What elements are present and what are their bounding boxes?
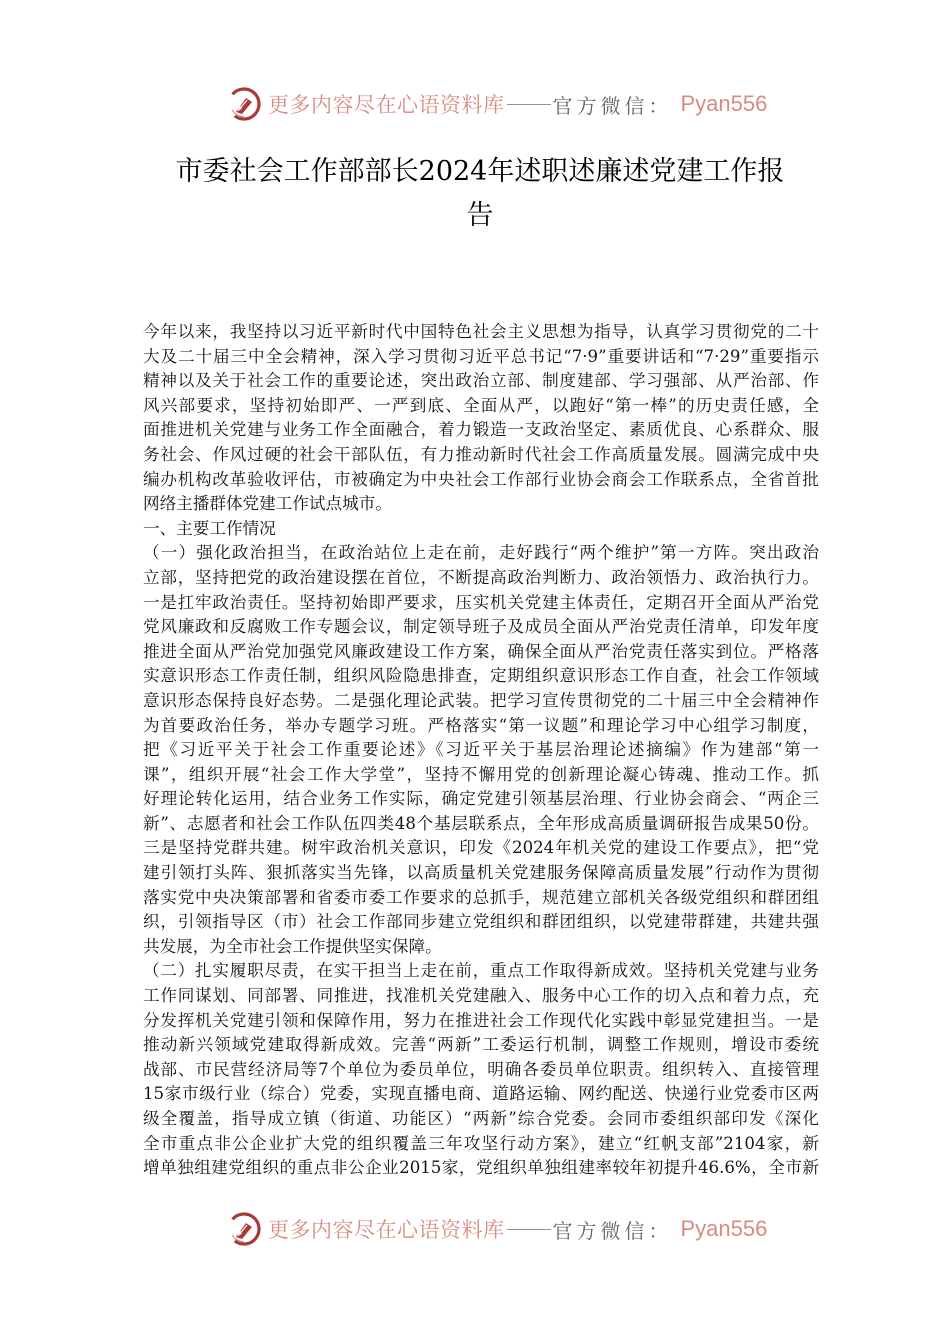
watermark-dash	[507, 1229, 551, 1230]
body-text-line: 推进全面从严治党加强党风廉政建设工作方案，确保全面从严治党责任落实到位。严格落	[143, 641, 819, 661]
body-text-line: 战部、市民营经济局等7个单位为委员单位，明确各委员单位职责。组织转入、直接管理	[143, 1059, 819, 1079]
body-text-line: 意识形态保持良好态势。二是强化理论武装。把学习宣传贯彻党的二十届三中全会精神作	[143, 690, 819, 710]
body-text-line: 大及二十届三中全会精神，深入学习贯彻习近平总书记“7·9”重要讲话和“7·29”重要指示	[143, 346, 819, 366]
body-text-line: 今年以来，我坚持以习近平新时代中国特色社会主义思想为指导，认真学习贯彻党的二十	[143, 322, 819, 341]
body-text-line: 工作同谋划、同部署、同推进，找准机关党建融入、服务中心工作的切入点和着力点，充	[143, 986, 819, 1006]
body-text-line: 推动新兴领域党建取得新成效。完善“两新”工委运行机制，调整工作规则，增设市委统	[143, 1035, 819, 1055]
body-text-line: 好理论转化运用，结合业务工作实际，确定党建引领基层治理、行业协会商会、“两企三	[143, 789, 819, 809]
body-text-line: 15家市级行业（综合）党委，实现直播电商、道路运输、网约配送、快递行业党委市区两	[143, 1084, 819, 1104]
watermark-official-label: 官方微信：	[552, 93, 673, 118]
body-text-line: 落实党中央决策部署和省委市委工作要求的总抓手，规范建立部机关各级党组织和群团组	[143, 887, 819, 907]
watermark-banner-bottom	[226, 1207, 767, 1251]
watermark-wechat-id: Pyan556	[680, 91, 768, 116]
body-text-line: 织，引领指导区（市）社会工作部同步建立党组织和群团组织，以党建带群建，共建共强	[143, 912, 819, 932]
watermark-banner-top	[226, 82, 767, 126]
body-text-line: 务社会、作风过硬的社会干部队伍，有力推动新时代社会工作高质量发展。圆满完成中央	[143, 444, 819, 464]
body-text-line: 增单独组建党组织的重点非公企业2015家，党组织单独组建率较年初提升46.6%，全市新	[143, 1158, 819, 1178]
body-text-line: 一、主要工作情况	[143, 518, 276, 538]
watermark-official-label: 官方微信：	[552, 1218, 673, 1243]
title-line: 告	[466, 200, 494, 231]
document-title	[140, 150, 820, 238]
body-text-line: 为首要政治任务，举办专题学习班。严格落实“第一议题”和理论学习中心组学习制度，	[143, 715, 819, 735]
body-text-line: 级全覆盖，指导成立镇（街道、功能区）“两新”综合党委。会同市委组织部印发《深化	[143, 1109, 819, 1128]
body-text-line: 编办机构改革验收评估，市被确定为中央社会工作部行业协会商会工作联系点，全省首批	[143, 469, 819, 489]
body-text-line: 实意识形态工作责任制，组织风险隐患排查，定期组织意识形态工作自查，社会工作领域	[143, 666, 819, 686]
body-text-line: 党风廉政和反腐败工作专题会议，制定领导班子及成员全面从严治党责任清单，印发年度	[143, 617, 819, 637]
body-text-line: 全市重点非公企业扩大党的组织覆盖三年攻坚行动方案》，建立“红帆支部”2104家，新	[143, 1133, 819, 1153]
pen-nib-logo-icon	[226, 1211, 262, 1247]
body-text-line: 三是坚持党群共建。树牢政治机关意识，印发《2024年机关党的建设工作要点》，把“党	[143, 838, 819, 858]
body-text-line: （二）扎实履职尽责，在实干担当上走在前，重点工作取得新成效。坚持机关党建与业务	[143, 961, 819, 981]
watermark-dash	[507, 104, 551, 105]
body-text-line: 精神以及关于社会工作的重要论述，突出政治立部、制度建部、学习强部、从严治部、作	[143, 371, 819, 391]
body-text-line: 建引领打头阵、狠抓落实当先锋，以高质量机关党建服务保障高质量发展”行动作为贯彻	[143, 863, 819, 883]
body-text-line: 风兴部要求，坚持初始即严、一严到底、全面从严，以跑好“第一棒”的历史责任感，全	[143, 395, 819, 415]
watermark-wechat-id: Pyan556	[680, 1216, 768, 1241]
body-text-line: 一是扛牢政治责任。坚持初始即严要求，压实机关党建主体责任，定期召开全面从严治党	[143, 592, 819, 612]
body-text-line: 分发挥机关党建引领和保障作用，努力在推进社会工作现代化实践中彰显党建担当。一是	[143, 1010, 819, 1030]
document-body	[143, 320, 823, 1181]
body-text-line: 面推进机关党建与业务工作全面融合，着力锻造一支政治坚定、素质优良、心系群众、服	[143, 420, 819, 440]
body-text-line: 把《习近平关于社会工作重要论述》《习近平关于基层治理论述摘编》作为建部“第一	[143, 740, 819, 760]
body-text-line: 新”、志愿者和社会工作队伍四类48个基层联系点，全年形成高质量调研报告成果50份。	[143, 813, 819, 833]
body-text-line: 立部，坚持把党的政治建设摆在首位，不断提高政治判断力、政治领悟力、政治执行力。	[143, 567, 819, 587]
title-line: 市委社会工作部部长2024年述职述廉述党建工作报	[175, 156, 785, 187]
watermark-main-text: 更多内容尽在心语资料库	[268, 93, 505, 117]
pen-nib-logo-icon	[226, 86, 262, 122]
body-text-line: 共发展，为全市社会工作提供坚实保障。	[143, 936, 442, 956]
body-text-line: 网络主播群体党建工作试点城市。	[143, 494, 392, 514]
body-text-line: 课”，组织开展“社会工作大学堂”，坚持不懈用党的创新理论凝心铸魂、推动工作。抓	[143, 764, 819, 784]
watermark-main-text: 更多内容尽在心语资料库	[268, 1218, 505, 1242]
body-text-line: （一）强化政治担当，在政治站位上走在前，走好践行“两个维护”第一方阵。突出政治	[143, 543, 819, 563]
